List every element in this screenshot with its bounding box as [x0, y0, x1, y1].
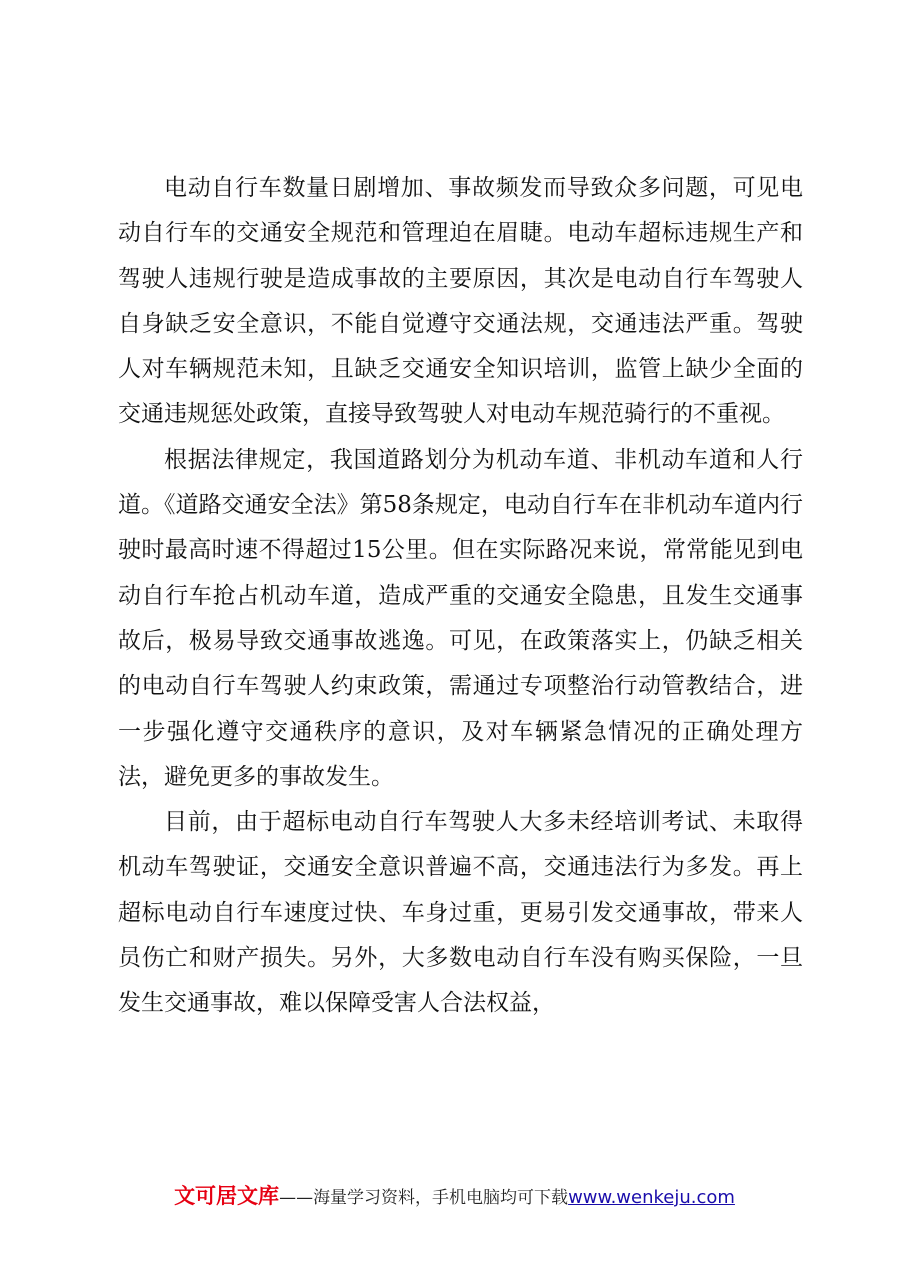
website-link[interactable]: www.wenkeju.com [568, 1187, 735, 1208]
paragraph-2: 根据法律规定，我国道路划分为机动车道、非机动车道和人行道。《道路交通安全法》第58条规定，电动自行车在非机动车道内行驶时最高时速不得超过15公里。但在实际路况来说，常常能见到电动自行车抢占机动车道，造成严重的交通安全隐患，且发生交通事故后，极易导致交通事故逃逸。可见，在政策落实上，仍缺乏相关的电动自行车驾驶人约束政策，需通过专项整治行动管教结合，进一步强化遵守交通秩序的意识，及对车辆紧急情况的正确处理方法，避免更多的事故发生。 [118, 446, 803, 790]
brand-name: 文可居文库 [174, 1184, 280, 1208]
document-body [118, 166, 803, 1027]
footer-banner [0, 1180, 909, 1210]
paragraph-1: 电动自行车数量日剧增加、事故频发而导致众多问题，可见电动自行车的交通安全规范和管理迫在眉睫。电动车超标违规生产和驾驶人违规行驶是造成事故的主要原因，其次是电动自行车驾驶人自身缺乏安全意识，不能自觉遵守交通法规，交通违法严重。驾驶人对车辆规范未知，且缺乏交通安全知识培训，监管上缺少全面的交通违规惩处政策，直接导致驾驶人对电动车规范骑行的不重视。 [118, 175, 803, 428]
footer-tagline: ——海量学习资料，手机电脑均可下载 [279, 1188, 569, 1208]
paragraph-3: 目前，由于超标电动自行车驾驶人大多未经培训考试、未取得机动车驾驶证，交通安全意识普遍不高，交通违法行为多发。再上超标电动自行车速度过快、车身过重，更易引发交通事故，带来人员伤亡和财产损失。另外，大多数电动自行车没有购买保险，一旦发生交通事故，难以保障受害人合法权益， [118, 809, 803, 1017]
